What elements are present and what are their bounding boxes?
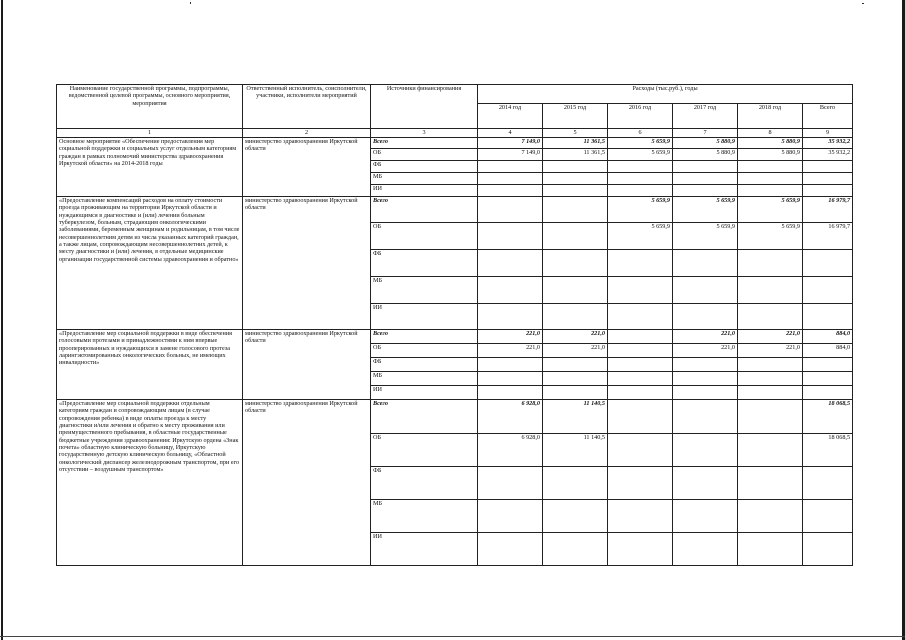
source-fb-label: ФБ xyxy=(371,250,478,277)
measure-name: «Предоставление мер социальной поддержки отдельным категориям граждан и сопровождающим лицам (в случае сопровождения ребенка) в виде оплаты проезда к месту диагностики и/или лечения и обратно к месту проживания или преимущественного пребывания, в областные государственные бюджетные учреждения здравоохранения: Иркутскую ордена «Знак почета» областную клиническую больницу, Иркутскую государственную детскую клиническую больницу, «Областной онкологический диспансер железнодорожным транспортом, при его отсутствии – воздушным транспортом» xyxy=(57,400,243,566)
header-year: 2018 год xyxy=(738,104,803,129)
measure-name: «Предоставление мер социальной поддержки в виде обеспечения голосовыми протезами и принадлежностями к ним впервые прооперированных и нуждающихся в замене голосового протеза ларингэктомированных онкологических больных, не имеющих инвалидности» xyxy=(57,330,243,400)
source-ii-label: ИИ xyxy=(371,185,478,197)
header-year: 2014 год xyxy=(478,104,543,129)
ob-value: 221,0 xyxy=(738,344,803,358)
measure-executor: министерство здравоохранения Иркутской области xyxy=(243,400,371,566)
ob-value: 5 659,9 xyxy=(608,223,673,250)
column-number: 6 xyxy=(608,129,673,138)
header-year: 2015 год xyxy=(543,104,608,129)
total-value: 5 659,9 xyxy=(608,197,673,223)
table-row xyxy=(57,400,853,434)
expenses-table xyxy=(56,84,853,566)
table-row xyxy=(57,330,853,344)
scan-speck xyxy=(190,2,191,4)
ob-value: 221,0 xyxy=(478,344,543,358)
source-ii-label: ИИ xyxy=(371,533,478,566)
measure-name: Основное мероприятие «Обеспечение предоставления мер социальной поддержки и социальных услуг отдельным категориям граждан в рамках полномочий министерства здравоохранения Иркутской области» на 2014-2018 годы xyxy=(57,138,243,197)
ob-value: 221,0 xyxy=(543,344,608,358)
ob-value: 7 149,0 xyxy=(478,149,543,161)
source-ii-label: ИИ xyxy=(371,304,478,330)
total-value xyxy=(673,400,738,434)
column-number-row xyxy=(57,129,853,138)
ob-value: 5 880,9 xyxy=(673,149,738,161)
total-value xyxy=(608,330,673,344)
source-ob-label: ОБ xyxy=(371,223,478,250)
ob-value: 5 880,9 xyxy=(738,149,803,161)
ob-value: 6 928,0 xyxy=(478,434,543,467)
source-ob-label: ОБ xyxy=(371,344,478,358)
measure-executor: министерство здравоохранения Иркутской области xyxy=(243,138,371,197)
ob-value: 35 932,2 xyxy=(803,149,853,161)
total-value: 221,0 xyxy=(478,330,543,344)
ob-value: 884,0 xyxy=(803,344,853,358)
header-year: Всего xyxy=(803,104,853,129)
scan-bottom-line xyxy=(0,636,905,637)
column-number: 9 xyxy=(803,129,853,138)
ob-value xyxy=(608,434,673,467)
source-mb-label: МБ xyxy=(371,173,478,185)
ob-value xyxy=(608,344,673,358)
ob-value: 18 068,5 xyxy=(803,434,853,467)
header-year: 2017 год xyxy=(673,104,738,129)
column-number: 4 xyxy=(478,129,543,138)
total-value: 11 140,5 xyxy=(543,400,608,434)
source-mb-label: МБ xyxy=(371,500,478,533)
scan-speck xyxy=(862,3,864,4)
source-total-label: Всего xyxy=(371,138,478,149)
total-value: 16 979,7 xyxy=(803,197,853,223)
ob-value xyxy=(673,434,738,467)
total-value: 221,0 xyxy=(543,330,608,344)
measure-executor: министерство здравоохранения Иркутской области xyxy=(243,197,371,330)
total-value: 5 880,9 xyxy=(673,138,738,149)
column-number: 3 xyxy=(371,129,478,138)
source-fb-label: ФБ xyxy=(371,358,478,372)
total-value xyxy=(738,400,803,434)
ob-value: 5 659,9 xyxy=(738,223,803,250)
total-value xyxy=(608,400,673,434)
ob-value xyxy=(543,223,608,250)
ob-value: 11 140,5 xyxy=(543,434,608,467)
total-value: 5 659,9 xyxy=(673,197,738,223)
source-fb-label: ФБ xyxy=(371,467,478,500)
scan-left-edge xyxy=(1,0,3,640)
total-value: 35 932,2 xyxy=(803,138,853,149)
total-value: 7 149,0 xyxy=(478,138,543,149)
header-executor: Ответственный исполнитель, соисполнители, участники, исполнители мероприятий xyxy=(243,85,371,129)
source-ii-label: ИИ xyxy=(371,386,478,400)
measure-executor: министерство здравоохранения Иркутской области xyxy=(243,330,371,400)
total-value: 221,0 xyxy=(738,330,803,344)
total-value xyxy=(543,197,608,223)
measure-name: «Предоставление компенсаций расходов на оплату стоимости проезда проживающим на территории Иркутской области и нуждающимся в диагностике и (или) лечении больным туберкулезом, больным, страдающим онкологическими заболеваниями, беременным женщинам и родильницам, в том числе несовершеннолетним детям из числа указанных категорий граждан, а также лицам, сопровождающим несовершеннолетних детей, к месту диагностики и (или) лечения, в отдельные медицинские организации государственной системы здравоохранения и обратно» xyxy=(57,197,243,330)
table-row xyxy=(57,197,853,223)
source-ob-label: ОБ xyxy=(371,149,478,161)
total-value: 884,0 xyxy=(803,330,853,344)
total-value: 5 659,9 xyxy=(738,197,803,223)
header-year: 2016 год xyxy=(608,104,673,129)
source-total-label: Всего xyxy=(371,400,478,434)
ob-value: 5 659,9 xyxy=(673,223,738,250)
source-total-label: Всего xyxy=(371,330,478,344)
total-value: 5 880,9 xyxy=(738,138,803,149)
column-number: 7 xyxy=(673,129,738,138)
table-row xyxy=(57,138,853,149)
total-value: 221,0 xyxy=(673,330,738,344)
source-mb-label: МБ xyxy=(371,372,478,386)
ob-value xyxy=(478,223,543,250)
ob-value: 11 361,5 xyxy=(543,149,608,161)
header-sources: Источники финансирования xyxy=(371,85,478,129)
header-row xyxy=(57,85,853,104)
column-number: 1 xyxy=(57,129,243,138)
column-number: 5 xyxy=(543,129,608,138)
source-mb-label: МБ xyxy=(371,277,478,304)
source-fb-label: ФБ xyxy=(371,161,478,173)
total-value: 5 659,9 xyxy=(608,138,673,149)
header-name: Наименование государственной программы, подпрограммы, ведомственной целевой программы, основного мероприятия, мероприятия xyxy=(57,85,243,129)
ob-value: 5 659,9 xyxy=(608,149,673,161)
total-value: 11 361,5 xyxy=(543,138,608,149)
total-value xyxy=(478,197,543,223)
total-value: 18 068,5 xyxy=(803,400,853,434)
ob-value: 221,0 xyxy=(673,344,738,358)
header-expenses: Расходы (тыс.руб.), годы xyxy=(478,85,853,104)
total-value: 6 928,0 xyxy=(478,400,543,434)
column-number: 2 xyxy=(243,129,371,138)
ob-value xyxy=(738,434,803,467)
source-total-label: Всего xyxy=(371,197,478,223)
source-ob-label: ОБ xyxy=(371,434,478,467)
column-number: 8 xyxy=(738,129,803,138)
ob-value: 16 979,7 xyxy=(803,223,853,250)
